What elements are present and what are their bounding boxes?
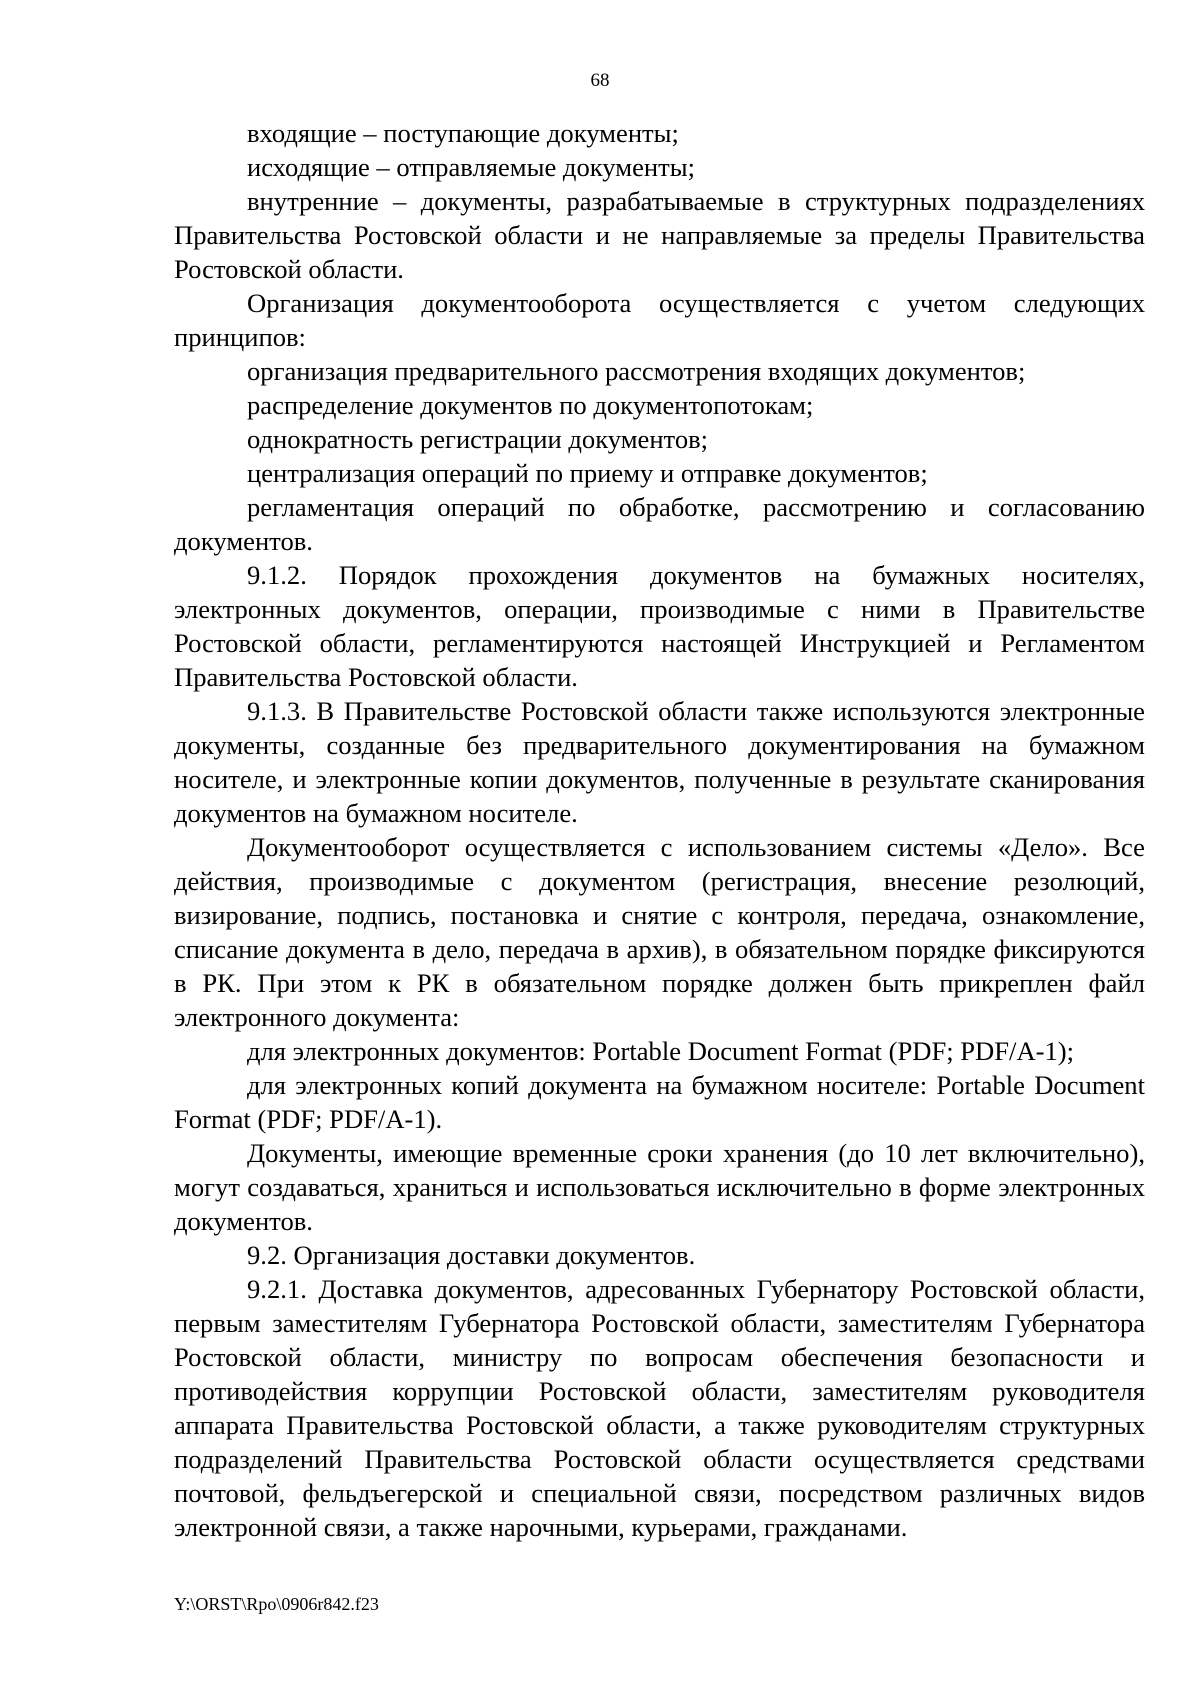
paragraph: организация предварительного рассмотрения входящих документов; <box>247 356 1026 386</box>
paragraph: 9.1.3. В Правительстве Ростовской области также используются электронные документы, созданные без предварительного документирования на бумажном носителе, и электронные копии документов, полученные в результате сканирования документов на бумажном носителе. <box>174 696 1145 828</box>
footer-file-path: Y:\ORST\Rpo\0906r842.f23 <box>174 1594 379 1614</box>
paragraph: Документооборот осуществляется с использованием системы «Дело». Все действия, производимые с документом (регистрация, внесение резолюций, визирование, подпись, постановка и снятие с контроля, передача, ознакомление, списание документа в дело, передача в архив), в обязательном порядке фиксируются в РК. При этом к РК в обязательном порядке должен быть прикреплен файл электронного документа: <box>174 832 1145 1032</box>
paragraph: распределение документов по документопотокам; <box>247 390 814 420</box>
page-number: 68 <box>590 70 610 91</box>
paragraph: 9.2.1. Доставка документов, адресованных Губернатору Ростовской области, первым заместителям Губернатора Ростовской области, заместителям Губернатора Ростовской области, министру по вопросам обеспечения безопасности и противодействия коррупции Ростовской области, заместителям руководителя аппарата Правительства Ростовской области, а также руководителям структурных подразделений Правительства Ростовской области осуществляется средствами почтовой, фельдъегерской и специальной связи, посредством различных видов электронной связи, а также нарочными, курьерами, гражданами. <box>174 1274 1145 1542</box>
paragraph: централизация операций по приему и отправке документов; <box>247 458 928 488</box>
paragraph: 9.1.2. Порядок прохождения документов на бумажных носителях, электронных документов, операции, производимые с ними в Правительстве Ростовской области, регламентируются настоящей Инструкцией и Регламентом Правительства Ростовской области. <box>174 560 1145 692</box>
paragraph: входящие – поступающие документы; <box>247 118 679 148</box>
paragraph: регламентация операций по обработке, рассмотрению и согласованию документов. <box>174 492 1145 556</box>
paragraph: однократность регистрации документов; <box>247 424 709 454</box>
document-body <box>174 116 1145 1544</box>
paragraph: исходящие – отправляемые документы; <box>247 152 695 182</box>
paragraph: Организация документооборота осуществляется с учетом следующих принципов: <box>174 288 1145 352</box>
paragraph: для электронных копий документа на бумажном носителе: Portable Document Format (PDF; PDF/A-1). <box>174 1070 1145 1134</box>
paragraph: Документы, имеющие временные сроки хранения (до 10 лет включительно), могут создаваться, храниться и использоваться исключительно в форме электронных документов. <box>174 1138 1145 1236</box>
paragraph: внутренние – документы, разрабатываемые в структурных подразделениях Правительства Ростовской области и не направляемые за пределы Правительства Ростовской области. <box>174 186 1145 284</box>
paragraph: 9.2. Организация доставки документов. <box>247 1240 696 1270</box>
paragraph: для электронных документов: Portable Document Format (PDF; PDF/A-1); <box>247 1036 1075 1066</box>
